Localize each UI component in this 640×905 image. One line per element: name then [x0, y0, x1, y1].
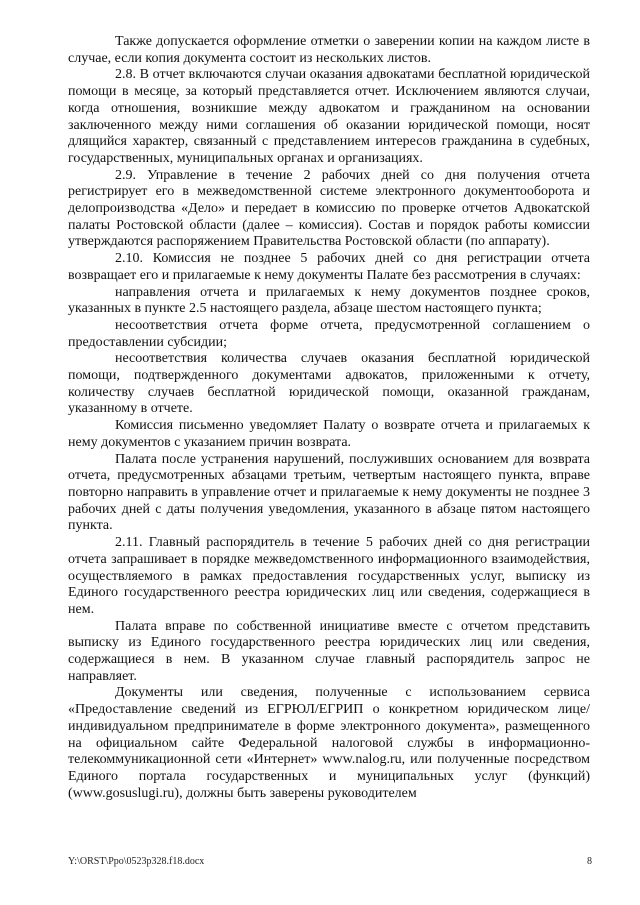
footer-file-path: Y:\ORST\Ppo\0523p328.f18.docx: [68, 856, 205, 867]
page-number: 8: [587, 856, 592, 867]
paragraph-2-11: 2.11. Главный распорядитель в течение 5 рабочих дней со дня регистрации отчета запрашивает в порядке межведомственного информационного взаимодействия, осуществляемого в рамках предоставления государственных услуг, выписку из Единого государственного реестра юридических лиц или сведения, содержащиеся в нем.: [68, 535, 590, 617]
paragraph: Комиссия письменно уведомляет Палату о возврате отчета и прилагаемых к нему документов с указанием причин возврата.: [68, 418, 590, 450]
paragraph: Документы или сведения, полученные с использованием сервиса «Предоставление сведений из ЕГРЮЛ/ЕГРИП о конкретном юридическом лице/индивидуальном предпринимателе в форме электронного документа», размещенного на официальном сайте Федеральной налоговой службы в информационно-телекоммуникационной сети «Интернет» www.nalog.ru, или полученные посредством Единого портала государственных и муниципальных услуг (функций) (www.gosuslugi.ru), должны быть заверены руководителем: [68, 685, 590, 801]
paragraph-2-10: 2.10. Комиссия не позднее 5 рабочих дней со дня регистрации отчета возвращает его и прилагаемые к нему документы Палате без рассмотрения в случаях:: [68, 251, 590, 283]
paragraph: несоответствия количества случаев оказания бесплатной юридической помощи, подтвержденного документами адвокатов, приложенными к отчету, количеству случаев бесплатной юридической помощи, оказанной гражданам, указанному в отчете.: [68, 351, 590, 417]
paragraph: Также допускается оформление отметки о заверении копии на каждом листе в случае, если копия документа состоит из нескольких листов.: [68, 34, 590, 66]
paragraph-2-9: 2.9. Управление в течение 2 рабочих дней со дня получения отчета регистрирует его в межведомственной системе электронного документооборота и делопроизводства «Дело» и передает в комиссию по проверке отчетов Адвокатской палаты Ростовской области (далее – комиссия). Состав и порядок работы комиссии утверждаются распоряжением Правительства Ростовской области (по аппарату).: [68, 167, 590, 250]
paragraph-2-8: 2.8. В отчет включаются случаи оказания адвокатами бесплатной юридической помощи в месяце, за который представляется отчет. Исключением являются случаи, когда отношения, возникшие между адвокатом и гражданином на основании заключенного между ними соглашения об оказании юридической помощи, носят длящийся характер, связанный с представлением интересов гражданина в судебных, государственных, муниципальных органах и организациях.: [68, 67, 590, 166]
paragraph: Палата вправе по собственной инициативе вместе с отчетом представить выписку из Единого государственного реестра юридических лиц или сведения, содержащиеся в нем. В указанном случае главный распорядитель запрос не направляет.: [68, 618, 590, 684]
document-body: [68, 34, 590, 802]
paragraph: несоответствия отчета форме отчета, предусмотренной соглашением о предоставлении субсидии;: [68, 317, 590, 350]
paragraph: Палата после устранения нарушений, послуживших основанием для возврата отчета, предусмотренных абзацами третьим, четвертым настоящего пункта, вправе повторно направить в управление отчет и прилагаемые к нему документы не позднее 3 рабочих дней с даты получения уведомления, указанного в абзаце пятом настоящего пункта.: [68, 451, 590, 534]
paragraph: направления отчета и прилагаемых к нему документов позднее сроков, указанных в пункте 2.5 настоящего раздела, абзаце шестом настоящего пункта;: [68, 284, 590, 317]
